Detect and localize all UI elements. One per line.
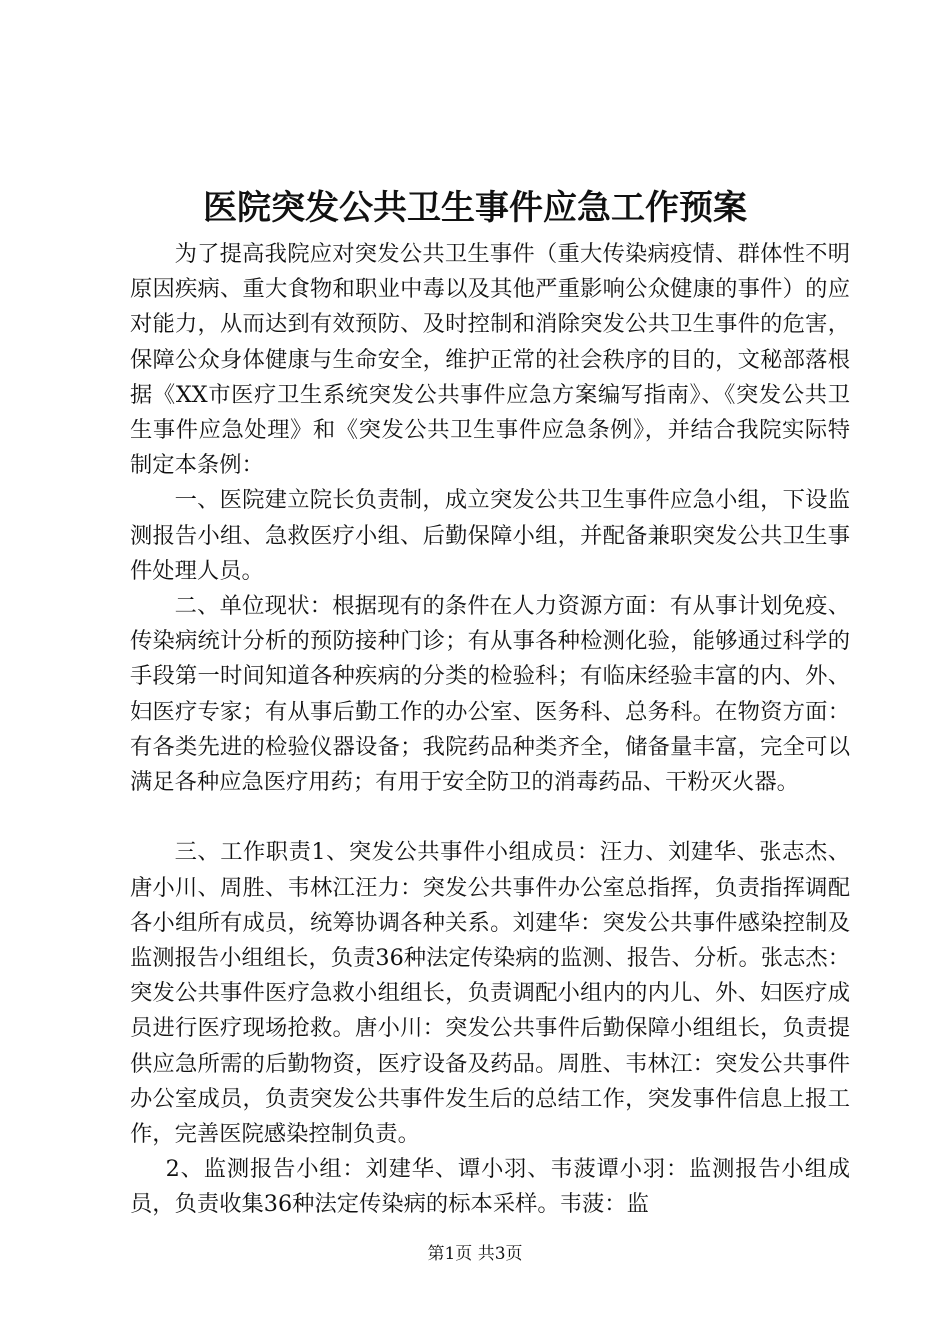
paragraph-section-1: 一、医院建立院长负责制，成立突发公共卫生事件应急小组，下设监测报告小组、急救医疗小组、后勤保障小组，并配备兼职突发公共卫生事件处理人员。 — [130, 487, 850, 584]
paragraph-section-3-2: 2、监测报告小组：刘建华、谭小羽、韦菠谭小羽：监测报告小组成员，负责收集36种法定传染病的标本采样。韦菠：监 — [130, 1156, 850, 1218]
paragraph-section-2: 二、单位现状：根据现有的条件在人力资源方面：有从事计划免疫、传染病统计分析的预防接种门诊；有从事各种检测化验，能够通过科学的手段第一时间知道各种疾病的分类的检验科；有临床经验丰富的内、外、妇医疗专家；有从事后勤工作的办公室、医务科、总务科。在物资方面：有各类先进的检验仪器设备；我院药品种类齐全，储备量丰富，完全可以满足各种应急医疗用药；有用于安全防卫的消毒药品、干粉灭火器。 — [130, 593, 850, 796]
paragraph-intro: 为了提高我院应对突发公共卫生事件（重大传染病疫情、群体性不明原因疾病、重大食物和职业中毒以及其他严重影响公众健康的事件）的应对能力，从而达到有效预防、及时控制和消除突发公共卫生事件的危害，保障公众身体健康与生命安全，维护正常的社会秩序的目的，文秘部落根据《XX市医疗卫生系统突发公共事件应急方案编写指南》、《突发公共卫生事件应急处理》和《突发公共卫生事件应急条例》，并结合我院实际特制定本条例： — [130, 241, 850, 479]
paragraph-spacer — [130, 800, 850, 835]
document-body — [130, 237, 850, 1223]
page-number-footer: 第1页 共3页 — [427, 1244, 523, 1264]
document-title: 医院突发公共卫生事件应急工作预案 — [203, 188, 747, 228]
paragraph-section-3: 三、工作职责1、突发公共事件小组成员：汪力、刘建华、张志杰、唐小川、周胜、韦林江汪力：突发公共事件办公室总指挥，负责指挥调配各小组所有成员，统筹协调各种关系。刘建华：突发公共事件感染控制及监测报告小组组长，负责36种法定传染病的监测、报告、分析。张志杰：突发公共事件医疗急救小组组长，负责调配小组内的内儿、外、妇医疗成员进行医疗现场抢救。唐小川：突发公共事件后勤保障小组组长，负责提供应急所需的后勤物资，医疗设备及药品。周胜、韦林江：突发公共事件办公室成员，负责突发公共事件发生后的总结工作，突发事件信息上报工作，完善医院感染控制负责。 — [130, 839, 850, 1148]
